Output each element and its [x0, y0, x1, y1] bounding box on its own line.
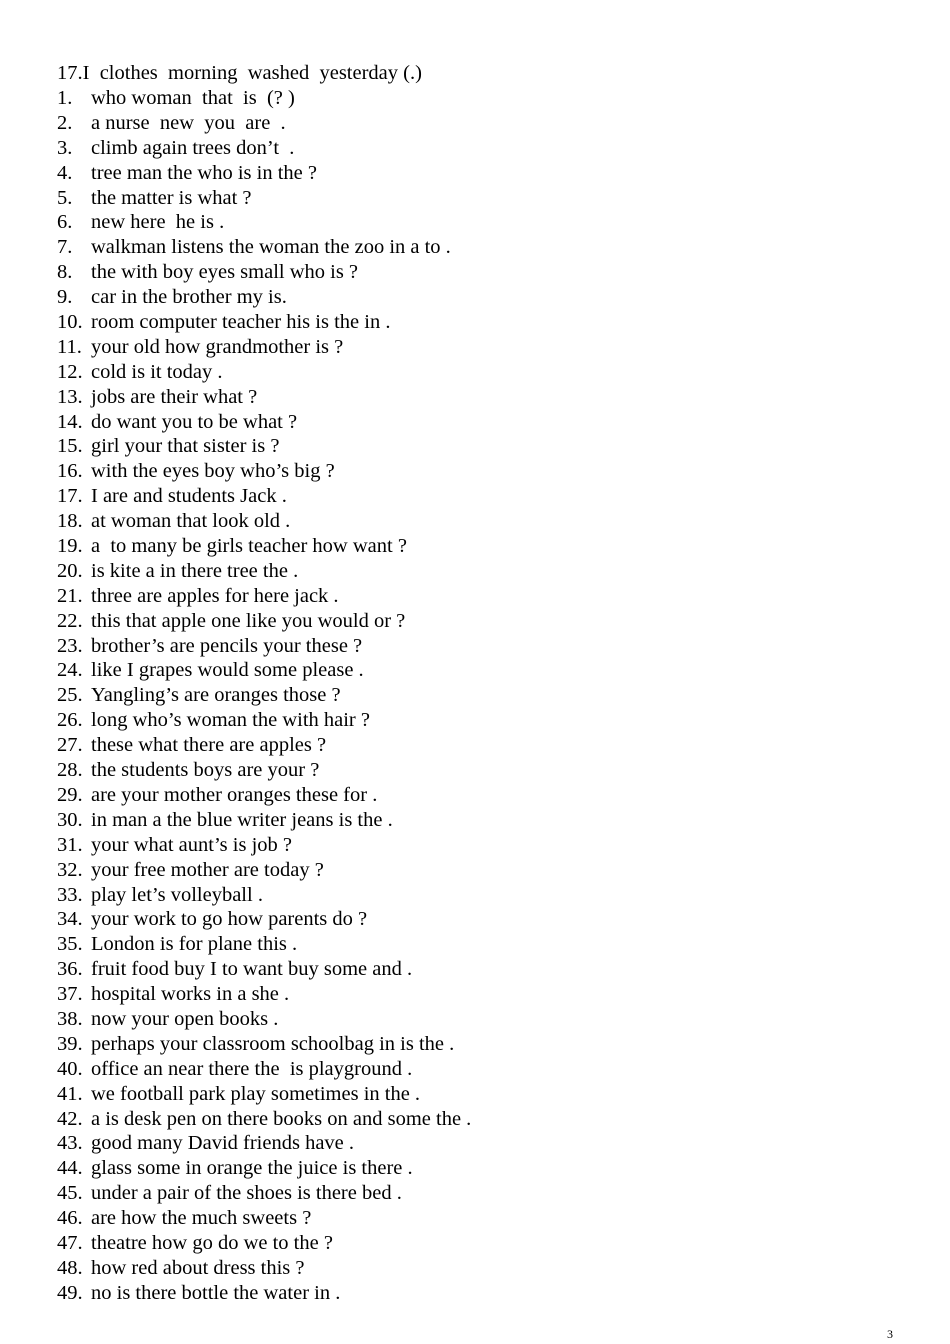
list-item [57, 161, 917, 186]
item-text: new here he is . [91, 211, 225, 234]
item-number: 31. [57, 833, 83, 856]
item-text: fruit food buy I to want buy some and . [91, 958, 413, 981]
item-number: 7. [57, 236, 73, 259]
list-item [57, 385, 917, 410]
item-text: London is for plane this . [91, 933, 298, 956]
item-text: room computer teacher his is the in . [91, 311, 391, 334]
item-number: 49. [57, 1281, 83, 1304]
list-item [57, 733, 917, 758]
list-item [57, 907, 917, 932]
item-number: 22. [57, 609, 83, 632]
item-number: 34. [57, 908, 83, 931]
list-item [57, 1231, 917, 1256]
item-text: Yangling’s are oranges those ? [91, 684, 341, 707]
list-item [57, 1281, 917, 1306]
item-text: under a pair of the shoes is there bed . [91, 1182, 402, 1205]
item-text: climb again trees don’t . [91, 136, 295, 159]
item-text: in man a the blue writer jeans is the . [91, 808, 393, 831]
item-text: good many David friends have . [91, 1132, 355, 1155]
item-text: car in the brother my is. [91, 286, 287, 309]
item-text: theatre how go do we to the ? [91, 1231, 333, 1254]
list-item [57, 1082, 917, 1107]
item-number: 3. [57, 136, 73, 159]
item-text: the students boys are your ? [91, 759, 320, 782]
page-number: 3 [887, 1327, 893, 1341]
list-item [57, 434, 917, 459]
list-item [57, 1206, 917, 1231]
list-item [57, 1131, 917, 1156]
item-number: 13. [57, 385, 83, 408]
intro-line: 17.I clothes morning washed yesterday (.) [57, 62, 422, 84]
item-text: these what there are apples ? [91, 734, 327, 757]
item-text: girl your that sister is ? [91, 435, 280, 458]
item-number: 42. [57, 1107, 83, 1130]
item-text: walkman listens the woman the zoo in a to . [91, 236, 451, 259]
list-item [57, 634, 917, 659]
item-text: a is desk pen on there books on and some the . [91, 1107, 472, 1130]
item-number: 12. [57, 360, 83, 383]
item-text: I are and students Jack . [91, 485, 287, 508]
list-item [57, 235, 917, 260]
item-text: we football park play sometimes in the . [91, 1082, 421, 1105]
list-item [57, 658, 917, 683]
item-number: 46. [57, 1207, 83, 1230]
item-text: jobs are their what ? [91, 385, 258, 408]
item-text: glass some in orange the juice is there . [91, 1157, 413, 1180]
item-text: cold is it today . [91, 360, 223, 383]
item-number: 6. [57, 211, 73, 234]
list-item [57, 410, 917, 435]
list-item [57, 708, 917, 733]
list-item [57, 484, 917, 509]
list-item [57, 210, 917, 235]
list-item [57, 957, 917, 982]
item-number: 41. [57, 1082, 83, 1105]
item-text: a to many be girls teacher how want ? [91, 535, 407, 558]
list-item [57, 534, 917, 559]
item-text: your work to go how parents do ? [91, 908, 368, 931]
item-number: 24. [57, 659, 83, 682]
list-item [57, 335, 917, 360]
item-text: like I grapes would some please . [91, 659, 364, 682]
item-text: your free mother are today ? [91, 858, 324, 881]
item-number: 4. [57, 161, 73, 184]
item-number: 45. [57, 1182, 83, 1205]
list-item [57, 559, 917, 584]
list-item [57, 783, 917, 808]
list-item [57, 858, 917, 883]
item-number: 14. [57, 410, 83, 433]
list-item [57, 1181, 917, 1206]
list-item [57, 833, 917, 858]
list-item [57, 186, 917, 211]
item-number: 25. [57, 684, 83, 707]
list-item [57, 285, 917, 310]
item-number: 5. [57, 186, 73, 209]
item-number: 17. [57, 485, 83, 508]
list-item [57, 509, 917, 534]
item-number: 2. [57, 111, 73, 134]
item-text: three are apples for here jack . [91, 584, 339, 607]
list-item [57, 758, 917, 783]
list-item [57, 1256, 917, 1281]
item-text: at woman that look old . [91, 510, 291, 533]
item-text: play let’s volleyball . [91, 883, 263, 906]
list-item [57, 1107, 917, 1132]
item-number: 1. [57, 87, 73, 109]
item-number: 18. [57, 510, 83, 533]
list-item [57, 86, 917, 111]
item-text: the with boy eyes small who is ? [91, 261, 359, 284]
list-item [57, 1156, 917, 1181]
item-text: your old how grandmother is ? [91, 335, 344, 358]
item-number: 30. [57, 808, 83, 831]
item-text: long who’s woman the with hair ? [91, 709, 370, 732]
item-text: perhaps your classroom schoolbag in is the . [91, 1032, 455, 1055]
item-text: is kite a in there tree the . [91, 559, 299, 582]
item-number: 36. [57, 958, 83, 981]
list-item [57, 932, 917, 957]
item-number: 15. [57, 435, 83, 458]
item-number: 26. [57, 709, 83, 732]
item-number: 23. [57, 634, 83, 657]
list-item [57, 459, 917, 484]
item-text: this that apple one like you would or ? [91, 609, 406, 632]
item-text: brother’s are pencils your these ? [91, 634, 363, 657]
list-item [57, 683, 917, 708]
item-number: 27. [57, 734, 83, 757]
item-number: 10. [57, 311, 83, 334]
item-number: 8. [57, 261, 73, 284]
item-text: office an near there the is playground . [91, 1057, 413, 1080]
item-text: do want you to be what ? [91, 410, 298, 433]
item-text: the matter is what ? [91, 186, 252, 209]
list-item [57, 136, 917, 161]
list-item [57, 609, 917, 634]
item-number: 19. [57, 535, 83, 558]
item-number: 29. [57, 783, 83, 806]
item-number: 43. [57, 1132, 83, 1155]
list-item [57, 1007, 917, 1032]
item-number: 32. [57, 858, 83, 881]
item-number: 9. [57, 286, 73, 309]
item-text: are your mother oranges these for . [91, 783, 378, 806]
item-number: 16. [57, 460, 83, 483]
item-text: with the eyes boy who’s big ? [91, 460, 335, 483]
item-text: are how the much sweets ? [91, 1207, 312, 1230]
list-item [57, 260, 917, 285]
item-number: 48. [57, 1256, 83, 1279]
item-text: now your open books . [91, 1007, 279, 1030]
item-text: a nurse new you are . [91, 111, 286, 134]
list-item [57, 883, 917, 908]
list-item [57, 360, 917, 385]
numbered-items [57, 86, 917, 1306]
item-number: 21. [57, 584, 83, 607]
item-text: tree man the who is in the ? [91, 161, 318, 184]
list-item [57, 584, 917, 609]
list-item [57, 808, 917, 833]
item-number: 11. [57, 335, 82, 358]
item-number: 35. [57, 933, 83, 956]
list-item [57, 111, 917, 136]
exercise-list [57, 61, 917, 1306]
list-item [57, 1057, 917, 1082]
item-text: your what aunt’s is job ? [91, 833, 292, 856]
item-number: 38. [57, 1007, 83, 1030]
item-text: hospital works in a she . [91, 983, 290, 1006]
item-number: 39. [57, 1032, 83, 1055]
list-item [57, 982, 917, 1007]
item-number: 33. [57, 883, 83, 906]
item-number: 37. [57, 983, 83, 1006]
list-item [57, 1032, 917, 1057]
item-text: no is there bottle the water in . [91, 1281, 341, 1304]
item-text: who woman that is (? ) [91, 87, 295, 109]
item-number: 28. [57, 759, 83, 782]
item-number: 44. [57, 1157, 83, 1180]
item-number: 47. [57, 1231, 83, 1254]
item-number: 40. [57, 1057, 83, 1080]
item-number: 20. [57, 559, 83, 582]
list-item [57, 310, 917, 335]
item-text: how red about dress this ? [91, 1256, 305, 1279]
